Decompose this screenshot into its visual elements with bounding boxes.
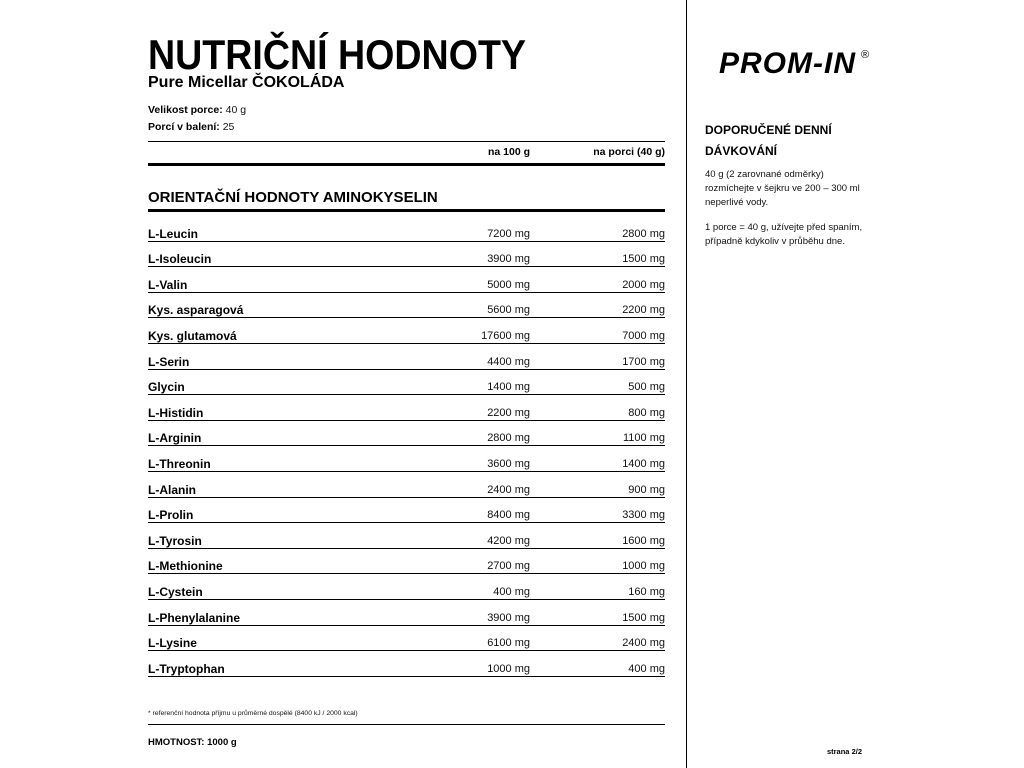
amino-acid-per-100g: 2800 mg (487, 432, 530, 445)
column-header-per-100g: na 100 g (487, 146, 530, 158)
dosage-heading-line: DOPORUČENÉ DENNÍ (705, 123, 832, 137)
amino-acid-per-portion: 2400 mg (622, 637, 665, 650)
amino-acid-per-100g: 8400 mg (487, 509, 530, 522)
amino-acid-row (148, 600, 665, 626)
amino-acid-per-100g: 3900 mg (487, 253, 530, 266)
amino-acid-row (148, 574, 665, 600)
amino-acid-name: Glycin (148, 380, 185, 395)
divider-thick (148, 209, 665, 212)
amino-acid-per-portion: 2200 mg (622, 304, 665, 317)
amino-acid-name: L-Prolin (148, 508, 194, 523)
amino-acid-row (148, 216, 665, 242)
amino-acid-per-portion: 7000 mg (622, 329, 665, 342)
amino-acid-per-portion: 900 mg (628, 483, 665, 496)
amino-acid-per-portion: 160 mg (628, 585, 665, 598)
amino-acid-name: L-Tyrosin (148, 533, 202, 548)
amino-acid-name: L-Cystein (148, 584, 203, 599)
dosage-usage (705, 221, 862, 249)
amino-acid-per-portion: 1400 mg (622, 457, 665, 470)
servings-count-value: 25 (222, 121, 235, 133)
amino-acid-per-portion: 1600 mg (622, 534, 665, 547)
amino-acid-per-100g: 5000 mg (487, 278, 530, 291)
amino-acid-name: L-Histidin (148, 405, 204, 420)
amino-acid-name: L-Threonin (148, 456, 211, 471)
amino-acid-name: L-Valin (148, 277, 188, 292)
amino-acid-per-100g: 3600 mg (487, 457, 530, 470)
serving-info (148, 102, 246, 136)
net-weight: HMOTNOST: 1000 g (148, 737, 237, 748)
amino-acid-name: L-Serin (148, 354, 190, 369)
amino-acid-name: Kys. glutamová (148, 328, 237, 343)
amino-acid-row (148, 472, 665, 498)
amino-acid-row (148, 421, 665, 447)
amino-acid-per-100g: 2200 mg (487, 406, 530, 419)
serving-size-value: 40 g (225, 104, 247, 116)
dosage-text-line: neperlivé vody. (705, 197, 769, 208)
amino-acid-per-100g: 1000 mg (487, 662, 530, 675)
column-header-per-portion: na porci (40 g) (593, 146, 665, 158)
amino-acid-name: Kys. asparagová (148, 303, 244, 318)
dosage-instructions (705, 168, 860, 210)
amino-acid-per-portion: 2800 mg (622, 227, 665, 240)
amino-acid-per-100g: 3900 mg (487, 611, 530, 624)
amino-acid-name: L-Leucin (148, 226, 198, 241)
divider-thick (148, 163, 665, 166)
amino-acid-row (148, 523, 665, 549)
amino-acid-per-portion: 1100 mg (623, 432, 665, 445)
amino-acid-per-portion: 800 mg (628, 406, 665, 419)
amino-acid-row (148, 395, 665, 421)
amino-acid-name: L-Methionine (148, 559, 223, 574)
amino-acid-row (148, 651, 665, 677)
registered-mark-icon: ® (861, 49, 870, 61)
amino-acid-row (148, 318, 665, 344)
reference-footnote: * referenční hodnota příjmu u průměrné dospělé (8400 kJ / 2000 kcal) (148, 710, 358, 717)
amino-acid-per-portion: 3300 mg (622, 509, 665, 522)
amino-acid-row (148, 267, 665, 293)
servings-count-line (148, 119, 246, 136)
amino-acid-per-portion: 500 mg (628, 381, 665, 394)
column-separator (686, 0, 687, 768)
amino-acid-name: L-Lysine (148, 636, 197, 651)
page-number: strana 2/2 (826, 747, 862, 756)
amino-acid-per-100g: 4400 mg (487, 355, 530, 368)
amino-acid-per-100g: 5600 mg (487, 304, 530, 317)
dosage-heading (705, 120, 832, 162)
amino-acid-per-100g: 400 mg (493, 585, 530, 598)
amino-acid-name: L-Phenylalanine (148, 610, 241, 625)
page-title: NUTRIČNÍ HODNOTY (148, 31, 526, 78)
amino-acid-row (148, 242, 665, 268)
amino-acid-per-100g: 6100 mg (487, 637, 530, 650)
amino-acid-per-100g: 4200 mg (487, 534, 530, 547)
serving-size-label: Velikost porce: (148, 104, 223, 116)
amino-acid-per-portion: 1500 mg (622, 253, 665, 266)
amino-acid-name: L-Alanin (148, 482, 196, 497)
dosage-heading-line: DÁVKOVÁNÍ (705, 144, 778, 158)
amino-acid-per-portion: 1700 mg (622, 355, 665, 368)
amino-acid-row (148, 370, 665, 396)
dosage-text-line: 1 porce = 40 g, užívejte před spaním, (705, 222, 863, 233)
amino-acid-table (148, 216, 665, 677)
amino-acid-per-100g: 17600 mg (481, 329, 530, 342)
product-subtitle: Pure Micellar ČOKOLÁDA (148, 74, 345, 91)
divider-line (148, 141, 665, 142)
amino-acid-row (148, 344, 665, 370)
dosage-text-line: případně kdykoliv v průběhu dne. (705, 236, 845, 247)
amino-acid-row (148, 293, 665, 319)
amino-acid-name: L-Isoleucin (148, 252, 212, 267)
amino-acid-name: L-Arginin (148, 431, 202, 446)
divider-line (148, 724, 665, 725)
amino-acid-per-portion: 400 mg (628, 662, 665, 675)
section-title: ORIENTAČNÍ HODNOTY AMINOKYSELIN (148, 189, 438, 206)
brand-logo: PROM-IN (719, 47, 856, 80)
amino-acid-per-100g: 2700 mg (487, 560, 530, 573)
amino-acid-per-100g: 1400 mg (487, 381, 530, 394)
amino-acid-per-portion: 2000 mg (622, 278, 665, 291)
amino-acid-name: L-Tryptophan (148, 661, 225, 676)
dosage-text-line: 40 g (2 zarovnané odměrky) (705, 169, 824, 180)
serving-size-line (148, 102, 246, 119)
amino-acid-row (148, 446, 665, 472)
dosage-text-line: rozmíchejte v šejkru ve 200 – 300 ml (705, 183, 860, 194)
amino-acid-row (148, 626, 665, 652)
amino-acid-per-100g: 7200 mg (487, 227, 530, 240)
amino-acid-per-portion: 1500 mg (622, 611, 665, 624)
amino-acid-row (148, 549, 665, 575)
amino-acid-row (148, 498, 665, 524)
amino-acid-per-100g: 2400 mg (487, 483, 530, 496)
servings-count-label: Porcí v balení: (148, 121, 220, 133)
amino-acid-per-portion: 1000 mg (622, 560, 665, 573)
